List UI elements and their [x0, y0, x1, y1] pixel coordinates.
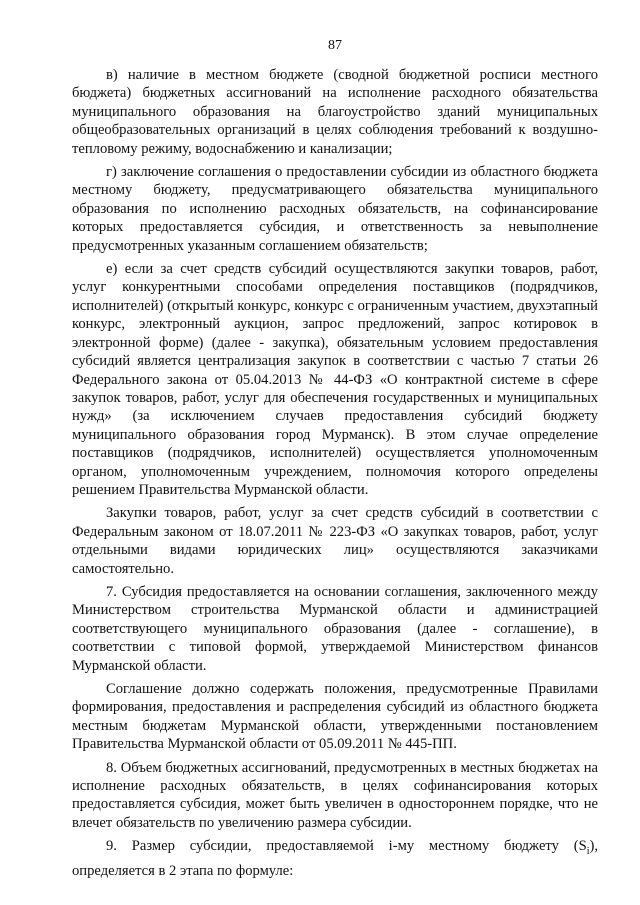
paragraph-8: 8. Объем бюджетных ассигнований, предусмотренных в местных бюджетах на исполнение расходных обязательств, в целях софинансирования которых предоставляется субсидия, может быть увеличен в одностороннем порядке, что не влечет обязательств по увеличению размера субсидии.: [72, 759, 598, 831]
document-body: [72, 66, 598, 880]
paragraph-v: в) наличие в местном бюджете (сводной бюджетной росписи местного бюджета) бюджетных ассигнований на исполнение расходного обязательства муниципального образования на благоустройство зданий муниципальных общеобразовательных организаций в целях соблюдения требований к воздушно-тепловому режиму, водоснабжению и канализации;: [72, 67, 598, 157]
paragraph-g: г) заключение соглашения о предоставлении субсидии из областного бюджета местному бюджету, предусматривающего обязательства муниципального образования по исполнению расходных обязательств, на софинансирование которых предоставляется субсидия, и ответственность за невыполнение предусмотренных указанным соглашением обязательств;: [72, 164, 598, 254]
paragraph-9-start: 9. Размер субсидии, предоставляемой i-му местному бюджету (S: [106, 838, 587, 855]
paragraph-e: е) если за счет средств субсидий осуществляются закупки товаров, работ, услуг конкурентными способами определения поставщиков (подрядчиков, исполнителей) (открытый конкурс, конкурс с ограниченным участием, двухэтапный конкурс, электронный аукцион, запрос предложений, запрос котировок в электронной форме) (далее - закупка), обязательным условием предоставления субсидий является централизация закупок в соответствии с частью 7 статьи 26 Федерального закона от 05.04.2013 № 44-ФЗ «О контрактной системе в сфере закупок товаров, работ, услуг для обеспечения государственных и муниципальных нужд» (за исключением случаев предоставления субсидий бюджету муниципального образования город Мурманск). В этом случае определение поставщиков (подрядчиков, исполнителей) осуществляется уполномоченным органом, уполномоченным учреждением, полномочия которого определены решением Правительства Мурманской области.: [72, 261, 598, 498]
paragraph-9: [72, 837, 598, 880]
paragraph-agreement: Соглашение должно содержать положения, предусмотренные Правилами формирования, предоставления и распределения субсидий из областного бюджета местным бюджетам Мурманской области, утвержденными постановлением Правительства Мурманской области от 05.09.2011 № 445-ПП.: [72, 681, 598, 753]
subsidy-subscript: i: [586, 846, 590, 858]
paragraph-7: 7. Субсидия предоставляется на основании соглашения, заключенного между Министерством строительства Мурманской области и администрацией соответствующего муниципального образования (далее - соглашение), в соответствии с типовой формой, утверждаемой Министерством финансов Мурманской области.: [72, 583, 598, 674]
paragraph-purchases: Закупки товаров, работ, услуг за счет средств субсидий в соответствии с Федеральным законом от 18.07.2011 № 223-ФЗ «О закупках товаров, работ, услуг отдельными видами юридических лиц» осуществляются заказчиками самостоятельно.: [72, 505, 598, 577]
paragraph-9-end: ), определяется в 2 этапа по формуле:: [72, 838, 598, 879]
page-number: 87: [328, 38, 342, 53]
